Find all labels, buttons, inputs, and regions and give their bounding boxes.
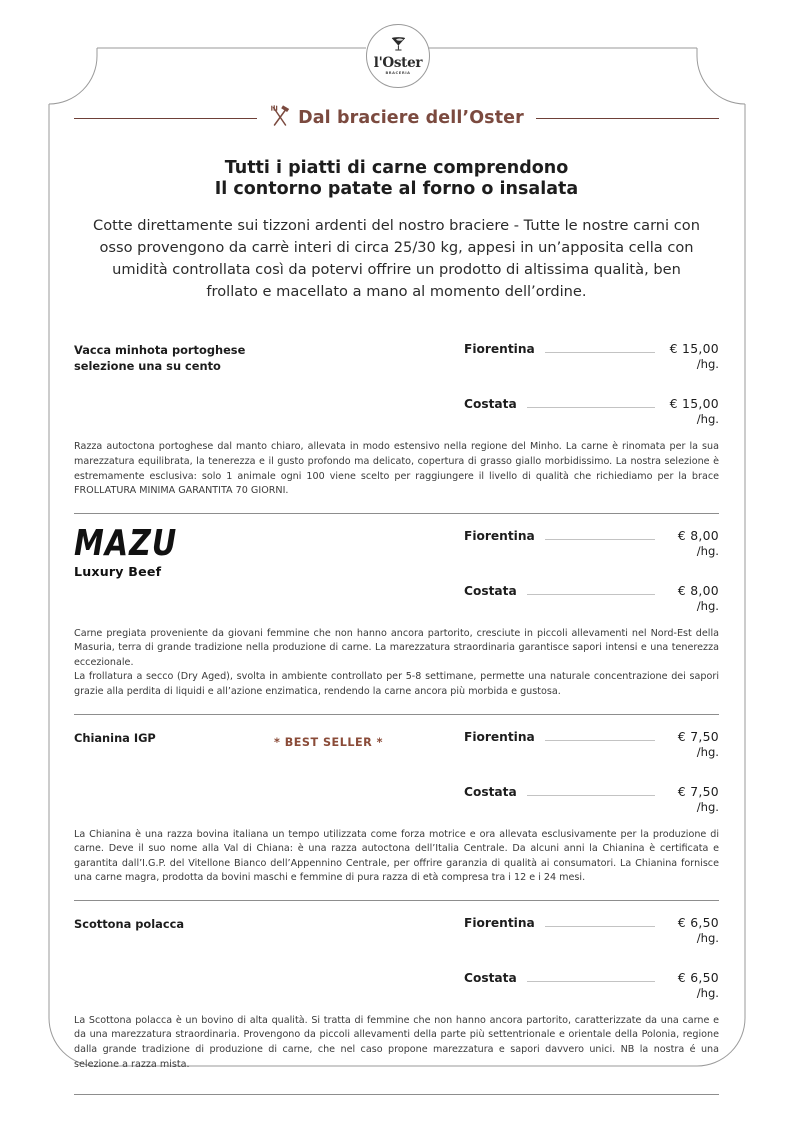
leader-line [527, 795, 655, 796]
price-block [661, 915, 719, 945]
section-header [74, 104, 719, 132]
price-row [464, 784, 719, 814]
price-amount: € 7,50 [677, 728, 719, 744]
best-seller-badge: * BEST SELLER * [274, 735, 383, 749]
crossed-utensils-icon [269, 104, 291, 132]
price-unit: /hg. [696, 799, 719, 814]
cut-name: Costata [464, 583, 517, 598]
restaurant-logo-badge [366, 24, 430, 88]
header-rule-left [74, 118, 257, 119]
mazu-brand-logo [74, 522, 274, 579]
cut-name: Costata [464, 397, 517, 412]
price-block [661, 396, 719, 426]
item-description [74, 627, 719, 700]
price-row [464, 583, 719, 613]
price-block [661, 341, 719, 371]
price-block [661, 729, 719, 759]
price-unit: /hg. [696, 930, 719, 945]
menu-item [74, 341, 719, 513]
price-amount: € 15,00 [669, 341, 719, 357]
item-description [74, 1014, 719, 1072]
price-unit: /hg. [696, 598, 719, 613]
item-description-text-2: La frollatura a secco (Dry Aged), svolta in ambiente controllato per 5-8 settimane, permette una naturale concentrazione dei sapori grazie alla perdita di liquidi e all’azione enzimatica, rendendo la carne ancora più morbida e gustosa. [74, 671, 719, 697]
item-divider [74, 900, 719, 901]
footer-divider [74, 1094, 719, 1095]
item-name-line1: Chianina IGP [74, 730, 156, 745]
item-name-line2: selezione una su cento [74, 359, 221, 374]
leader-line [545, 352, 655, 353]
item-title-block [74, 915, 274, 933]
item-title-block [74, 729, 274, 747]
price-block [661, 784, 719, 814]
intro-headline [74, 158, 719, 201]
wine-glass-icon [390, 37, 407, 56]
leader-line [527, 594, 655, 595]
item-name-line1: Vacca minhota portoghese [74, 343, 246, 358]
logo-subtitle: BRACERIA [385, 71, 411, 76]
item-price-list [464, 341, 719, 426]
price-amount: € 7,50 [677, 783, 719, 799]
item-title-block [74, 341, 274, 374]
item-description-text: La Scottona polacca è un bovino di alta qualità. Si tratta di femmine che non hanno ancora partorito, caratterizzate da una carne e da una marezzatura straordinaria. Provengono da piccoli allevamenti della parte più settentrionale e orientale della Polonia, regione dalla grande tradizione di produzione di carne, che nel caso propone marezzatura e sapori davvero unici. NB la nostra é una selezione a razza mista. [74, 1014, 719, 1070]
mazu-wordmark: MAZU [74, 522, 178, 565]
cut-name: Fiorentina [464, 528, 535, 543]
intro-headline-line1: Tutti i piatti di carne comprendono [224, 158, 569, 178]
item-badge-slot [274, 915, 464, 917]
price-row [464, 396, 719, 426]
price-amount: € 15,00 [669, 396, 719, 412]
section-title: Dal braciere dell’Oster [298, 108, 524, 128]
menu-item-list [74, 341, 719, 1095]
price-unit: /hg. [696, 412, 719, 427]
price-block [661, 528, 719, 558]
leader-line [545, 926, 655, 927]
cut-name: Fiorentina [464, 729, 535, 744]
price-amount: € 6,50 [677, 969, 719, 985]
price-unit: /hg. [696, 985, 719, 1000]
price-amount: € 8,00 [677, 582, 719, 598]
menu-item [74, 522, 719, 715]
price-row [464, 729, 719, 759]
item-divider [74, 714, 719, 715]
leader-line [545, 740, 655, 741]
item-price-list [464, 915, 719, 1000]
menu-item [74, 729, 719, 901]
price-amount: € 6,50 [677, 914, 719, 930]
price-block [661, 970, 719, 1000]
menu-sheet [74, 104, 719, 1109]
menu-item [74, 915, 719, 1095]
item-badge-slot [274, 729, 464, 750]
mazu-tagline: Luxury Beef [74, 563, 162, 579]
item-description-text: La Chianina è una razza bovina italiana un tempo utilizzata come forza motrice e ora allevata esclusivamente per la produzione di carne. Deve il suo nome alla Val di Chiana: è una razza autoctona dell’Italia Centrale. Da alcuni anni la Chianina è certificata e garantita dall’I.G.P. del Vitellone Bianco dell’Appennino Centrale, per offrire garanzia di qualità ai consumatori. La Chianina fornisce una carne magra, prodotta da bovini maschi e femmine di pura razza di età compresa tra i 12 e i 24 mesi. [74, 828, 719, 884]
price-unit: /hg. [696, 357, 719, 372]
intro-headline-line2: Il contorno patate al forno o insalata [214, 179, 579, 200]
item-price-list [464, 729, 719, 814]
price-unit: /hg. [696, 744, 719, 759]
item-description-text: Razza autoctona portoghese dal manto chiaro, allevata in modo estensivo nella regione del Minho. La carne è rinomata per la sua marezzatura equilibrata, la tenerezza e il gusto profondo ma delicato, copertura di grasso giallo morbidissimo. La nostra selezione è estremamente esclusiva: solo 1 animale ogni 100 viene scelto per raggiungere il livello di qualità che richiediamo per la brace FROLLATURA MINIMA GARANTITA 70 GIORNI. [74, 441, 719, 497]
item-description [74, 828, 719, 886]
header-rule-right [536, 118, 719, 119]
price-row [464, 341, 719, 371]
leader-line [527, 981, 655, 982]
intro-body: Cotte direttamente sui tizzoni ardenti del nostro braciere - Tutte le nostre carni con osso provengono da carrè interi di circa 25/30 kg, appesi in un’apposita cella con umidità controllata così da potervi offrire un prodotto di altissima qualità, ben frollato e macellato a mano al momento dell’ordine. [93, 216, 700, 301]
leader-line [545, 539, 655, 540]
price-row [464, 915, 719, 945]
cut-name: Fiorentina [464, 915, 535, 930]
item-badge-slot [274, 341, 464, 343]
item-description [74, 440, 719, 498]
cut-name: Costata [464, 970, 517, 985]
price-row [464, 970, 719, 1000]
logo-wordmark: l'Oster [373, 54, 423, 71]
item-badge-slot [274, 528, 464, 530]
item-name-line1: Scottona polacca [74, 916, 185, 931]
price-block [661, 583, 719, 613]
price-amount: € 8,00 [677, 527, 719, 543]
item-price-list [464, 528, 719, 613]
leader-line [527, 407, 655, 408]
item-divider [74, 513, 719, 514]
cut-name: Fiorentina [464, 342, 535, 357]
item-description-text: Carne pregiata proveniente da giovani femmine che non hanno ancora partorito, cresciute in piccoli allevamenti nel Nord-Est della Masuria, terra di grande tradizione nella produzione di carne. La marezzatura straordinaria garantisce sapori intensi e una tenerezza eccezionale. [74, 627, 719, 668]
cut-name: Costata [464, 784, 517, 799]
price-unit: /hg. [696, 543, 719, 558]
price-row [464, 528, 719, 558]
